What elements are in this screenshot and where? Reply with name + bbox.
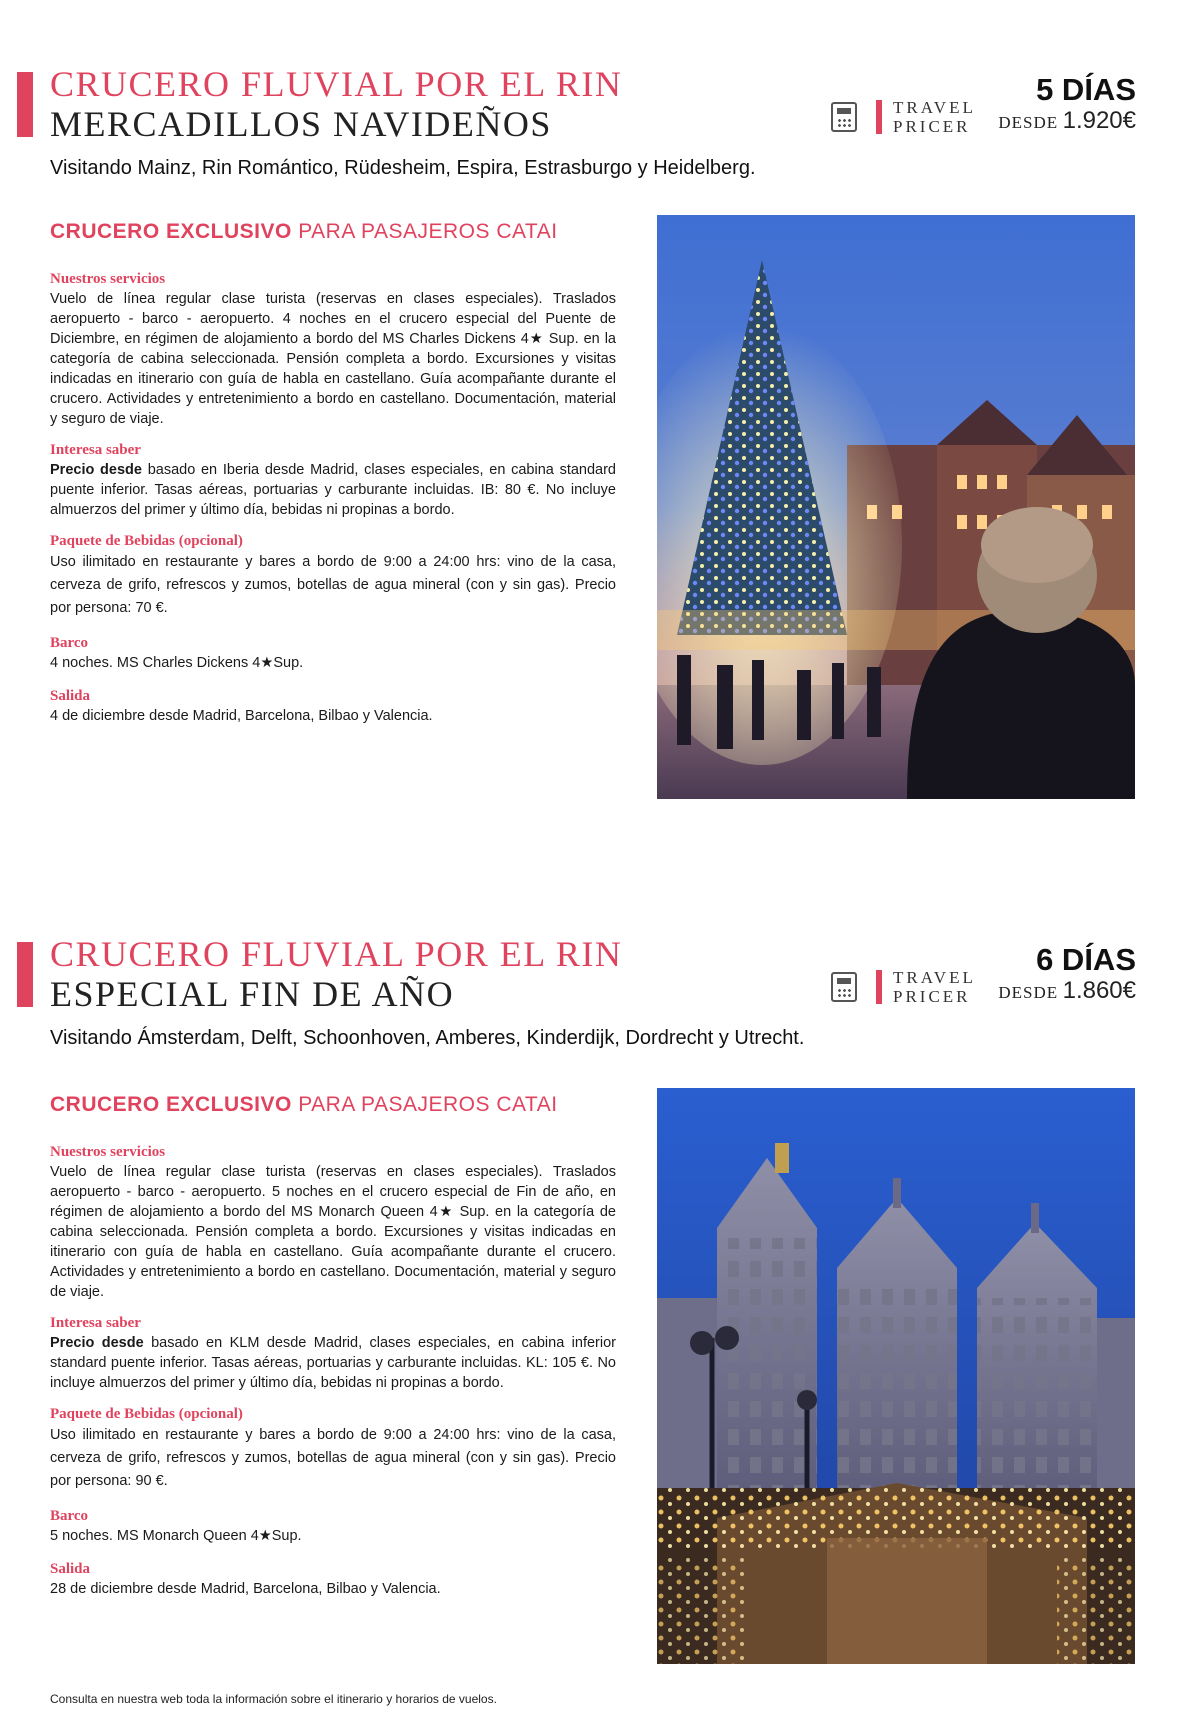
info-text: Precio desde basado en KLM desde Madrid, clases especiales, en cabina inferior standard puente inferior. Tasas aéreas, portuarias y carburante incluidas. KL: 105 €. No incluye almuerzos del primer y último día, bebidas ni propinas a bordo. <box>50 1335 616 1391</box>
offer-title-line1: CRUCERO FLUVIAL POR EL RIN <box>50 934 623 974</box>
info-text: Precio desde basado en Iberia desde Madrid, clases especiales, en cabina standard puente inferior. Tasas aéreas, portuarias y carburante incluidas. IB: 80 €. No incluye almuerzos del primer y último día, bebidas ni propinas a bordo. <box>50 462 616 518</box>
offer-subtitle: Visitando Mainz, Rin Romántico, Rüdesheim, Espira, Estrasburgo y Heidelberg. <box>50 157 756 179</box>
services-heading: Nuestros servicios <box>50 271 166 287</box>
services-heading: Nuestros servicios <box>50 1144 166 1160</box>
offer-title-line2: MERCADILLOS NAVIDEÑOS <box>50 104 552 144</box>
services-text: Vuelo de línea regular clase turista (reservas en clases especiales). Traslados aeropuerto - barco - aeropuerto. 5 noches en el crucero especial de Fin de año, en régimen de alojamiento a bordo del MS Monarch Queen 4★ Sup. en la categoría de cabina seleccionada. Pensión completa a bordo. Excursiones y visitas indicadas en itinerario con guía de habla en castellano. Guía acompañante durante el crucero. Actividades y entretenimiento a bordo en castellano. Documentación, material y seguro de viaje. <box>50 1164 616 1300</box>
ship-heading: Barco <box>50 1508 89 1524</box>
travel-pricer-bar <box>876 970 882 1004</box>
calculator-icon <box>831 972 857 1002</box>
offer-subtitle: Visitando Ámsterdam, Delft, Schoonhoven, Amberes, Kinderdijk, Dordrecht y Utrecht. <box>50 1027 805 1049</box>
departure-text: 28 de diciembre desde Madrid, Barcelona, Bilbao y Valencia. <box>50 1581 441 1597</box>
christmas-market-photo <box>657 215 1135 799</box>
offer-details <box>50 1143 616 1599</box>
departure-heading: Salida <box>50 688 91 704</box>
price-value: 1.860€ <box>1062 977 1136 1004</box>
exclusive-heading: CRUCERO EXCLUSIVO PARA PASAJEROS CATAI <box>50 1093 558 1116</box>
offer-card-1 <box>0 0 1200 820</box>
antwerp-guildhouses-photo <box>657 1088 1135 1664</box>
ship-text: 5 noches. MS Monarch Queen 4★Sup. <box>50 1528 302 1544</box>
price-label: DESDE <box>998 113 1059 132</box>
drinks-text: Uso ilimitado en restaurante y bares a bordo de 9:00 a 24:00 hrs: vino de la casa, cerveza de grifo, refrescos y zumos, botellas de agua mineral (con y sin gas). Precio por persona: 70 €. <box>50 554 616 616</box>
price-value: 1.920€ <box>1062 107 1136 134</box>
services-text: Vuelo de línea regular clase turista (reservas en clases especiales). Traslados aeropuerto - barco - aeropuerto. 4 noches en el crucero especial del Puente de Diciembre, en régimen de alojamiento a bordo del MS Charles Dickens 4★ Sup. en la categoría de cabina seleccionada. Pensión completa a bordo. Excursiones y visitas indicadas en itinerario con guía de habla en castellano. Guía acompañante durante el crucero. Actividades y entretenimiento a bordo en castellano. Documentación, material y seguro de viaje. <box>50 291 616 427</box>
travel-pricer-bar <box>876 100 882 134</box>
offer-title-line2: ESPECIAL FIN DE AÑO <box>50 974 455 1014</box>
drinks-heading: Paquete de Bebidas (opcional) <box>50 1406 243 1422</box>
drinks-text: Uso ilimitado en restaurante y bares a bordo de 9:00 a 24:00 hrs: vino de la casa, cerveza de grifo, refrescos y zumos, botellas de agua mineral (con y sin gas). Precio por persona: 90 €. <box>50 1427 616 1489</box>
accent-bar <box>17 942 33 1007</box>
price-from <box>998 107 1136 135</box>
offer-details <box>50 270 616 726</box>
accent-bar <box>17 72 33 137</box>
exclusive-heading: CRUCERO EXCLUSIVO PARA PASAJEROS CATAI <box>50 220 558 243</box>
drinks-heading: Paquete de Bebidas (opcional) <box>50 533 243 549</box>
trip-days: 5 DÍAS <box>1036 72 1136 107</box>
info-heading: Interesa saber <box>50 1315 141 1331</box>
trip-days: 6 DÍAS <box>1036 942 1136 977</box>
price-from <box>998 977 1136 1005</box>
offer-title-line1: CRUCERO FLUVIAL POR EL RIN <box>50 64 623 104</box>
travel-pricer-logo: TRAVEL PRICER <box>893 968 976 1006</box>
departure-text: 4 de diciembre desde Madrid, Barcelona, Bilbao y Valencia. <box>50 708 433 724</box>
departure-heading: Salida <box>50 1561 91 1577</box>
info-heading: Interesa saber <box>50 442 141 458</box>
price-label: DESDE <box>998 983 1059 1002</box>
calculator-icon <box>831 102 857 132</box>
ship-heading: Barco <box>50 635 89 651</box>
offer-card-2 <box>0 870 1200 1690</box>
travel-pricer-logo: TRAVEL PRICER <box>893 98 976 136</box>
footer-note: Consulta en nuestra web toda la información sobre el itinerario y horarios de vuelos. <box>50 1692 497 1706</box>
ship-text: 4 noches. MS Charles Dickens 4★Sup. <box>50 655 304 671</box>
